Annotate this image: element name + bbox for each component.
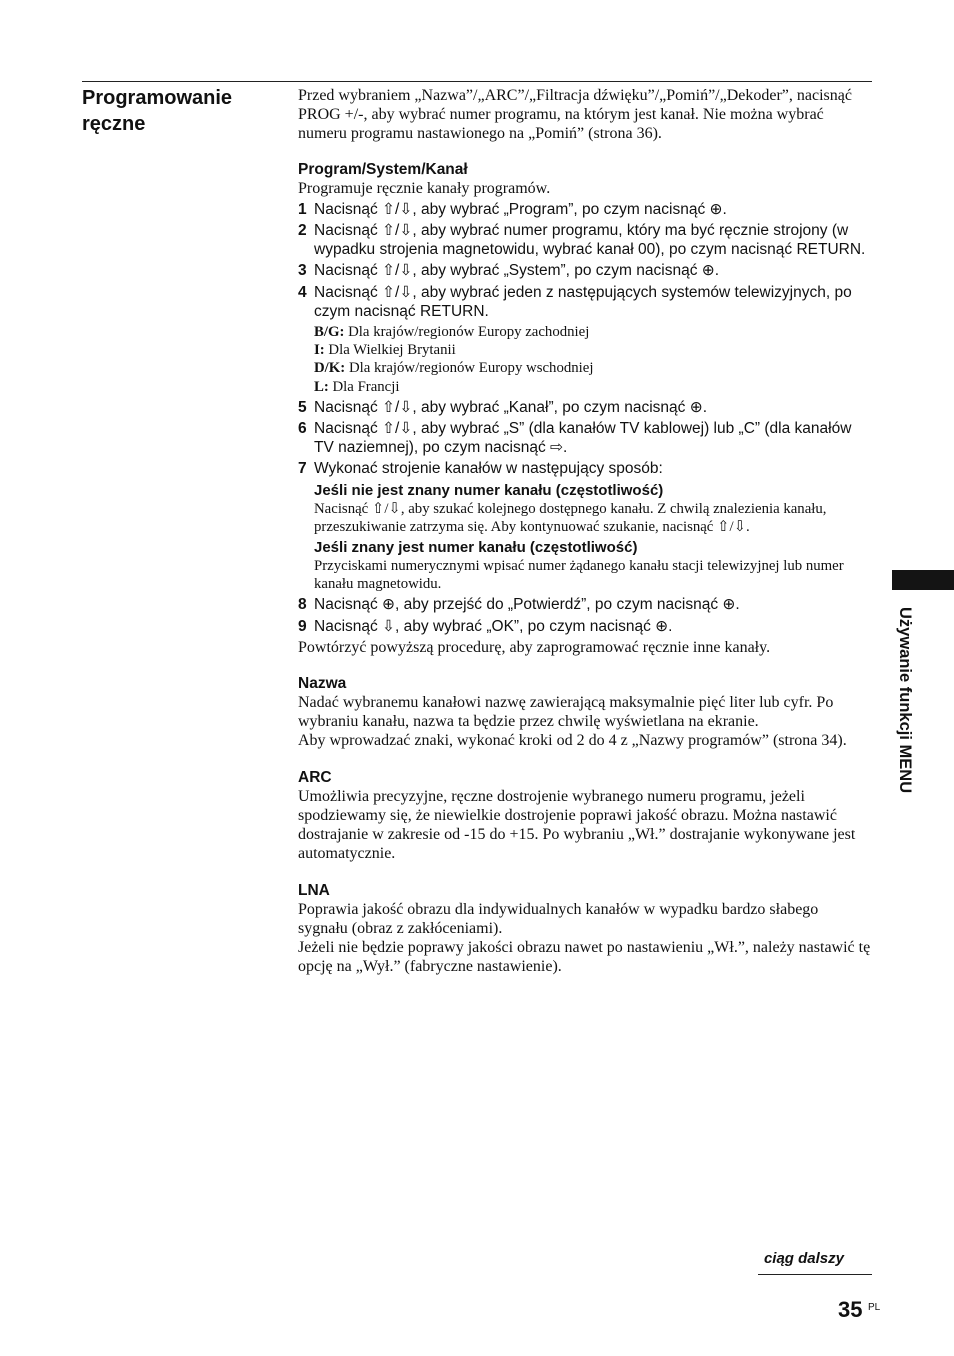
page-language-code: PL bbox=[868, 1302, 881, 1313]
step-text: Nacisnąć ⇧/⇩, aby wybrać jeden z następujących systemów telewizyjnych, po czym nacisnąć RETURN. bbox=[314, 283, 852, 320]
main-content bbox=[298, 86, 872, 976]
step-number: 3 bbox=[298, 262, 307, 280]
system-list bbox=[298, 323, 872, 396]
tuning-heading-known: Jeśli znany jest numer kanału (częstotliwość) bbox=[314, 539, 638, 557]
step-number: 7 bbox=[298, 460, 307, 478]
step-number: 1 bbox=[298, 200, 307, 218]
step-text: Nacisnąć ⇧/⇩, aby wybrać „S” (dla kanałów TV kablowej) lub „C” (dla kanałów TV naziemnej), po czym nacisnąć ⇨. bbox=[314, 420, 852, 457]
nazwa-paragraph-2: Aby wprowadzać znaki, wykonać kroki od 2 do 4 z „Nazwy programów” (strona 34). bbox=[298, 732, 847, 750]
step-text: Nacisnąć ⇧/⇩, aby wybrać numer programu, który ma być ręcznie strojony (w wypadku strojenia magnetowidu, wybrać kanał 00), po czym nacisnąć RETURN. bbox=[314, 222, 866, 259]
side-chapter-text: Używanie funkcji MENU bbox=[896, 607, 914, 794]
step-number: 2 bbox=[298, 222, 307, 240]
lna-paragraph-2: Jeżeli nie będzie poprawy jakości obrazu nawet po nastawieniu „Wł.”, należy nastawić tę opcję na „Wył.” (fabryczne nastawienie). bbox=[298, 938, 871, 976]
system-item-i bbox=[314, 341, 872, 359]
intro-paragraph: Przed wybraniem „Nazwa”/„ARC”/„Filtracja dźwięku”/„Pomiń”/„Dekoder”, nacisnąć PROG +/-, aby wybrać numer programu, na którym jest kanał. Nie można wybrać numeru programu nastawionego na „Pomiń” (strona 36). bbox=[298, 87, 852, 143]
step-text: Wykonać strojenie kanałów w następujący sposób: bbox=[314, 460, 663, 478]
lna-heading: LNA bbox=[298, 881, 330, 899]
step-9 bbox=[298, 617, 872, 636]
page-number: 35 bbox=[838, 1297, 863, 1322]
step-3 bbox=[298, 261, 872, 280]
system-code: L: bbox=[314, 378, 329, 395]
step-text: Nacisnąć ⊕, aby przejść do „Potwierdź”, po czym nacisnąć ⊕. bbox=[314, 596, 740, 614]
section-title: Programowanie ręczne bbox=[82, 87, 233, 135]
bottom-rule bbox=[758, 1274, 872, 1275]
system-item-l bbox=[314, 378, 872, 396]
system-desc: Dla krajów/regionów Europy wschodniej bbox=[348, 360, 594, 377]
step-text: Nacisnąć ⇩, aby wybrać „OK”, po czym nacisnąć ⊕. bbox=[314, 617, 673, 635]
system-code: D/K: bbox=[314, 360, 346, 377]
step-text: Nacisnąć ⇧/⇩, aby wybrać „Kanał”, po czym nacisnąć ⊕. bbox=[314, 398, 708, 416]
step-number: 9 bbox=[298, 617, 307, 635]
system-desc: Dla krajów/regionów Europy zachodniej bbox=[348, 324, 590, 341]
system-desc: Dla Wielkiej Brytanii bbox=[328, 342, 456, 359]
step-2 bbox=[298, 221, 872, 259]
step-number: 4 bbox=[298, 283, 307, 301]
system-item-bg bbox=[314, 323, 872, 341]
step-number: 6 bbox=[298, 420, 307, 438]
nazwa-paragraph-1: Nadać wybranemu kanałowi nazwę zawierającą maksymalnie pięć liter lub cyfr. Po wybraniu kanału, nazwa ta będzie przez chwilę wyświetlana na ekranie. bbox=[298, 694, 834, 731]
top-rule bbox=[82, 81, 872, 82]
step-number: 8 bbox=[298, 596, 307, 614]
step-5 bbox=[298, 398, 872, 417]
step-8 bbox=[298, 595, 872, 614]
step-text: Nacisnąć ⇧/⇩, aby wybrać „System”, po czym nacisnąć ⊕. bbox=[314, 262, 720, 280]
step-7 bbox=[298, 459, 872, 478]
step-6 bbox=[298, 419, 872, 457]
step-4 bbox=[298, 283, 872, 321]
step-number: 5 bbox=[298, 398, 307, 416]
lna-paragraph-1: Poprawia jakość obrazu dla indywidualnych kanałów w wypadku bardzo słabego sygnału (obraz z zakłóceniami). bbox=[298, 900, 819, 937]
tuning-methods bbox=[298, 481, 872, 594]
tuning-text-unknown: Nacisnąć ⇧/⇩, aby szukać kolejnego dostępnego kanału. Z chwilą znalezienia kanału, przeszukiwanie zatrzyma się. Aby kontynuować szukanie, nacisnąć ⇧/⇩. bbox=[314, 500, 827, 535]
continued-note: ciąg dalszy bbox=[763, 1250, 844, 1267]
system-desc: Dla Francji bbox=[332, 378, 400, 395]
program-description: Programuje ręcznie kanały programów. bbox=[298, 179, 551, 197]
side-tab-marker bbox=[892, 570, 954, 590]
arc-heading: ARC bbox=[298, 768, 332, 786]
nazwa-heading: Nazwa bbox=[298, 675, 347, 693]
arc-paragraph: Umożliwia precyzyjne, ręczne dostrojenie wybranego numeru programu, jeżeli spodziewamy się, że niewielkie dostrojenie poprawi jakość obrazu. Można nastawić dostrajanie w zakresie od -15 do +15. Po wybraniu „Wł.” dostrajanie wykonywane jest automatycznie. bbox=[298, 787, 856, 863]
tuning-text-known: Przyciskami numerycznymi wpisać numer żądanego kanału stacji telewizyjnej lub numer kanału magnetowidu. bbox=[314, 558, 844, 593]
step-text: Nacisnąć ⇧/⇩, aby wybrać „Program”, po czym nacisnąć ⊕. bbox=[314, 200, 727, 218]
program-heading: Program/System/Kanał bbox=[298, 160, 468, 178]
system-code: B/G: bbox=[314, 324, 345, 341]
side-chapter-label bbox=[884, 607, 924, 847]
system-item-dk bbox=[314, 359, 872, 377]
step-1 bbox=[298, 200, 872, 219]
tuning-heading-unknown: Jeśli nie jest znany numer kanału (częstotliwość) bbox=[314, 481, 664, 499]
system-code: I: bbox=[314, 342, 325, 359]
program-footer: Powtórzyć powyższą procedurę, aby zaprogramować ręcznie inne kanały. bbox=[298, 638, 771, 656]
